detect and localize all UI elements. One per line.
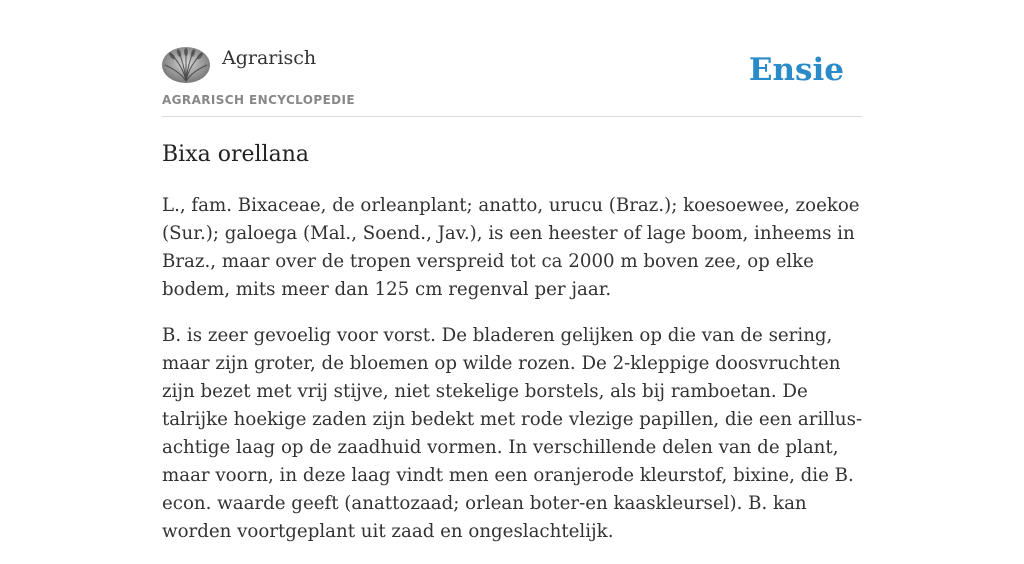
ensie-logo[interactable]: Ensie	[748, 52, 844, 88]
wheat-logo-icon[interactable]	[162, 47, 210, 83]
article-body	[162, 192, 866, 564]
article-title: Bixa orellana	[162, 142, 309, 167]
article-paragraph: B. is zeer gevoelig voor vorst. De bladeren gelijken op die van de sering, maar zijn groter, de bloemen op wilde rozen. De 2-kleppige doosvruchten zijn bezet met vrij stijve, niet stekelige borstels, als bij ramboetan. De talrijke hoekige zaden zijn bedekt met rode vlezige papillen, die een arillus-achtige laag op de zaadhuid vormen. In verschillende delen van de plant, maar voorn, in deze laag vindt men een oranjerode kleurstof, bixine, die B. econ. waarde geeft (anattozaad; orlean boter-en kaaskleursel). B. kan worden voortgeplant uit zaad en ongeslachtelijk.	[162, 325, 863, 542]
article-paragraph: L., fam. Bixaceae, de orleanplant; anatto, urucu (Braz.); koesoewee, zoekoe (Sur.); galoega (Mal., Soend., Jav.), is een heester of lage boom, inheems in Braz., maar over de tropen verspreid tot ca 2000 m boven zee, op elke bodem, mits meer dan 125 cm regenval per jaar.	[162, 195, 860, 300]
site-header	[162, 46, 862, 117]
site-name[interactable]: Agrarisch	[222, 47, 317, 69]
site-subtitle: AGRARISCH ENCYCLOPEDIE	[162, 93, 355, 107]
